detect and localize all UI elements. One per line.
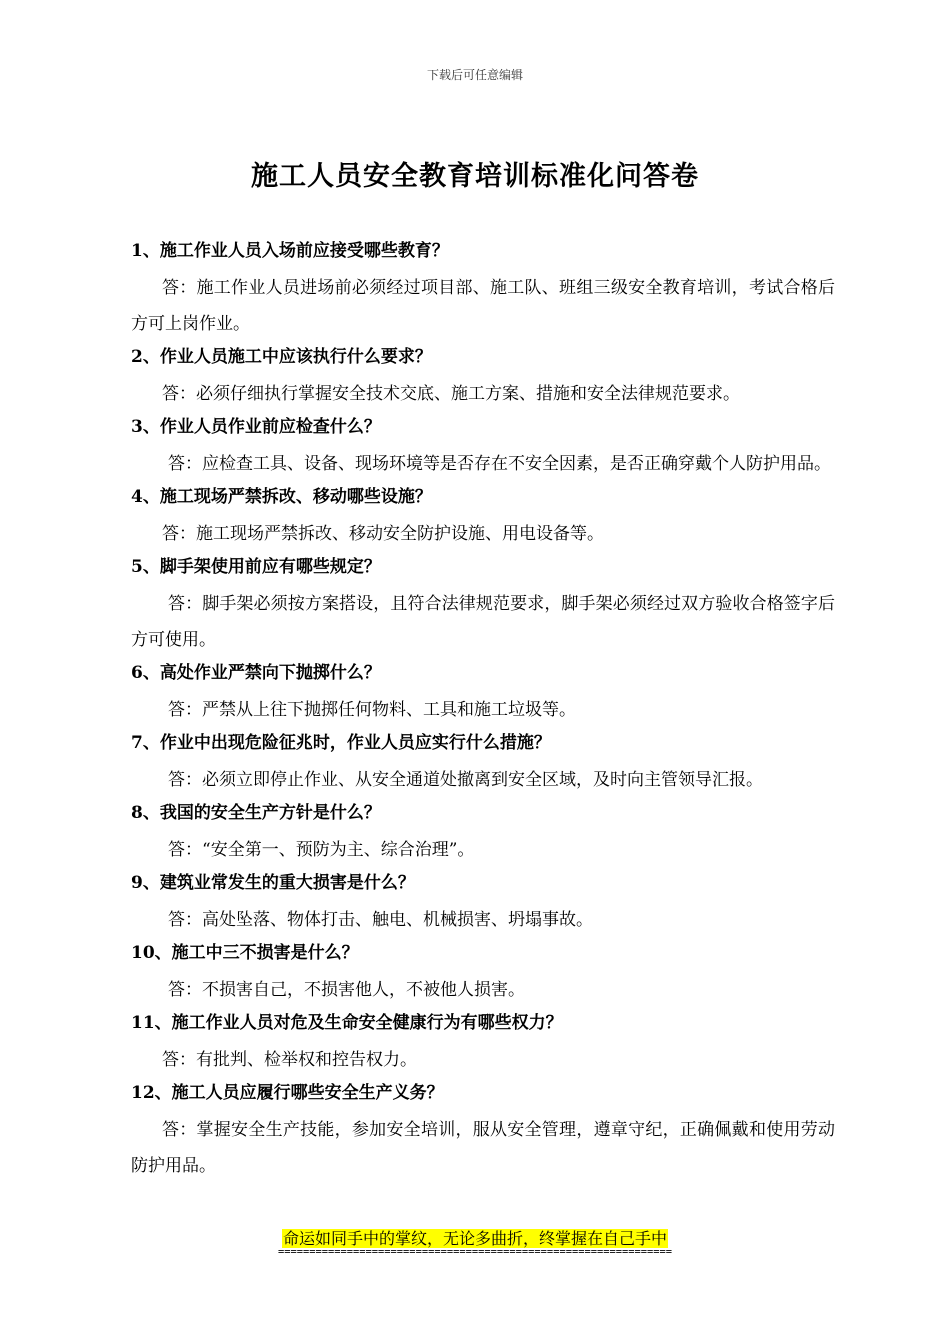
answer-11: 答：有批判、检举权和控告权力。 xyxy=(162,1050,417,1070)
question-3: 3、作业人员作业前应检查什么？ xyxy=(131,417,381,437)
page-title: 施工人员安全教育培训标准化问答卷 xyxy=(251,161,699,192)
answer-6: 答：严禁从上往下抛掷任何物料、工具和施工垃圾等。 xyxy=(168,700,576,720)
question-9: 9、建筑业常发生的重大损害是什么？ xyxy=(131,873,415,893)
answer-3: 答：应检查工具、设备、现场环境等是否存在不安全因素，是否正确穿戴个人防护用品。 xyxy=(168,454,831,474)
answer-1: 答：施工作业人员进场前必须经过项目部、施工队、班组三级安全教育培训，考试合格后方可上岗作业。 xyxy=(131,278,835,334)
header-note: 下载后可任意编辑 xyxy=(426,68,523,82)
answer-8: 答：“安全第一、预防为主、综合治理”。 xyxy=(168,840,475,860)
footer-rule: =============================================================== xyxy=(277,1246,673,1258)
answer-12: 答：掌握安全生产技能，参加安全培训，服从安全管理，遵章守纪，正确佩戴和使用劳动防护用品。 xyxy=(131,1120,835,1176)
answer-2: 答：必须仔细执行掌握安全技术交底、施工方案、措施和安全法律规范要求。 xyxy=(162,384,740,404)
question-10: 10、施工中三不损害是什么？ xyxy=(131,943,359,963)
answer-5: 答：脚手架必须按方案搭设，且符合法律规范要求，脚手架必须经过双方验收合格签字后方可使用。 xyxy=(131,594,835,650)
question-4: 4、施工现场严禁拆改、移动哪些设施？ xyxy=(131,487,432,507)
question-8: 8、我国的安全生产方针是什么？ xyxy=(131,803,381,823)
qa-list xyxy=(131,236,835,1184)
answer-9: 答：高处坠落、物体打击、触电、机械损害、坍塌事故。 xyxy=(168,910,593,930)
question-7: 7、作业中出现危险征兆时，作业人员应实行什么措施？ xyxy=(131,733,551,753)
question-2: 2、作业人员施工中应该执行什么要求？ xyxy=(131,347,432,367)
answer-4: 答：施工现场严禁拆改、移动安全防护设施、用电设备等。 xyxy=(162,524,604,544)
question-6: 6、高处作业严禁向下抛掷什么？ xyxy=(131,663,381,683)
question-1: 1、施工作业人员入场前应接受哪些教育？ xyxy=(131,241,449,261)
footer-quote-text: 命运如同手中的掌纹，无论多曲折，终掌握在自己手中 xyxy=(282,1229,667,1248)
question-5: 5、脚手架使用前应有哪些规定？ xyxy=(131,557,381,577)
answer-10: 答：不损害自己，不损害他人，不被他人损害。 xyxy=(168,980,525,1000)
question-11: 11、施工作业人员对危及生命安全健康行为有哪些权力？ xyxy=(131,1013,563,1033)
answer-7: 答：必须立即停止作业、从安全通道处撤离到安全区域，及时向主管领导汇报。 xyxy=(168,770,763,790)
question-12: 12、施工人员应履行哪些安全生产义务？ xyxy=(131,1083,444,1103)
